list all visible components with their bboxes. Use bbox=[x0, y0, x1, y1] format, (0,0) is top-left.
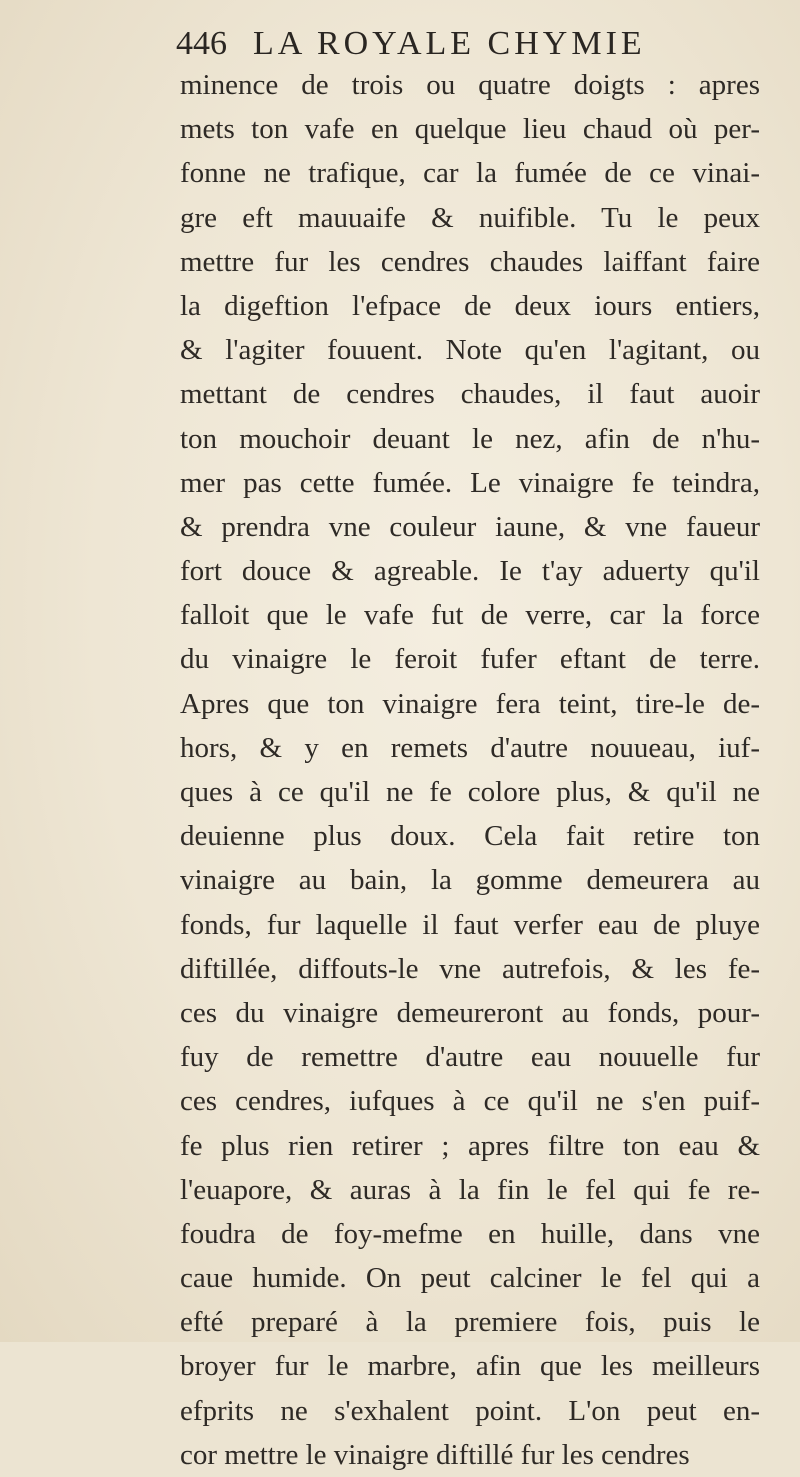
text-line: Apres que ton vinaigre fera teint, tire-le de- bbox=[180, 687, 760, 720]
text-line: ques à ce qu'il ne fe colore plus, & qu'il ne bbox=[180, 776, 760, 808]
text-line: & prendra vne couleur iaune, & vne faueur bbox=[180, 510, 760, 543]
text-line: mettre fur les cendres chaudes laiffant faire bbox=[180, 245, 760, 278]
text-line: fonne ne trafique, car la fumée de ce vinai- bbox=[180, 157, 760, 190]
text-line: broyer fur le marbre, afin que les meilleurs bbox=[180, 1350, 760, 1383]
text-line: minence de trois ou quatre doigts : apres bbox=[180, 69, 760, 101]
body-text bbox=[180, 63, 760, 1477]
text-line: falloit que le vafe fut de verre, car la force bbox=[180, 599, 760, 632]
text-line: fuy de remettre d'autre eau nouuelle fur bbox=[180, 1041, 760, 1074]
text-line: efprits ne s'exhalent point. L'on peut en- bbox=[180, 1394, 760, 1427]
text-line: & l'agiter fouuent. Note qu'en l'agitant, ou bbox=[180, 334, 760, 367]
text-line: ton mouchoir deuant le nez, afin de n'hu- bbox=[180, 422, 760, 455]
text-line: mettant de cendres chaudes, il faut auoir bbox=[180, 378, 760, 411]
text-line: fe plus rien retirer ; apres filtre ton eau & bbox=[180, 1129, 760, 1162]
page-number: 446 bbox=[176, 25, 227, 62]
text-line: du vinaigre le feroit fufer eftant de terre. bbox=[180, 643, 760, 676]
text-line: diftillée, diffouts-le vne autrefois, & les fe- bbox=[180, 952, 760, 985]
text-line: cor mettre le vinaigre diftillé fur les cendres bbox=[180, 1438, 690, 1471]
text-line: caue humide. On peut calciner le fel qui a bbox=[180, 1262, 760, 1295]
text-line: mer pas cette fumée. Le vinaigre fe teindra, bbox=[180, 466, 760, 499]
running-head bbox=[176, 24, 646, 64]
text-line: la digeftion l'efpace de deux iours entiers, bbox=[180, 289, 760, 322]
text-line: fonds, fur laquelle il faut verfer eau de pluye bbox=[180, 908, 760, 941]
text-line: deuienne plus doux. Cela fait retire ton bbox=[180, 820, 760, 853]
text-line: fort douce & agreable. Ie t'ay aduerty qu'il bbox=[180, 555, 760, 588]
text-line: ces du vinaigre demeureront au fonds, pour- bbox=[180, 996, 760, 1029]
text-line: gre eft mauuaife & nuifible. Tu le peux bbox=[180, 201, 760, 234]
running-title: LA ROYALE CHYMIE bbox=[253, 25, 646, 62]
text-line: hors, & y en remets d'autre nouueau, iuf- bbox=[180, 731, 760, 764]
text-line: ces cendres, iufques à ce qu'il ne s'en puif- bbox=[180, 1085, 760, 1118]
text-line: vinaigre au bain, la gomme demeurera au bbox=[180, 864, 760, 897]
text-line: efté preparé à la premiere fois, puis le bbox=[180, 1306, 760, 1339]
text-line: l'euapore, & auras à la fin le fel qui fe re- bbox=[180, 1173, 760, 1206]
text-line: foudra de foy-mefme en huille, dans vne bbox=[180, 1217, 760, 1250]
text-line: mets ton vafe en quelque lieu chaud où per- bbox=[180, 113, 760, 146]
